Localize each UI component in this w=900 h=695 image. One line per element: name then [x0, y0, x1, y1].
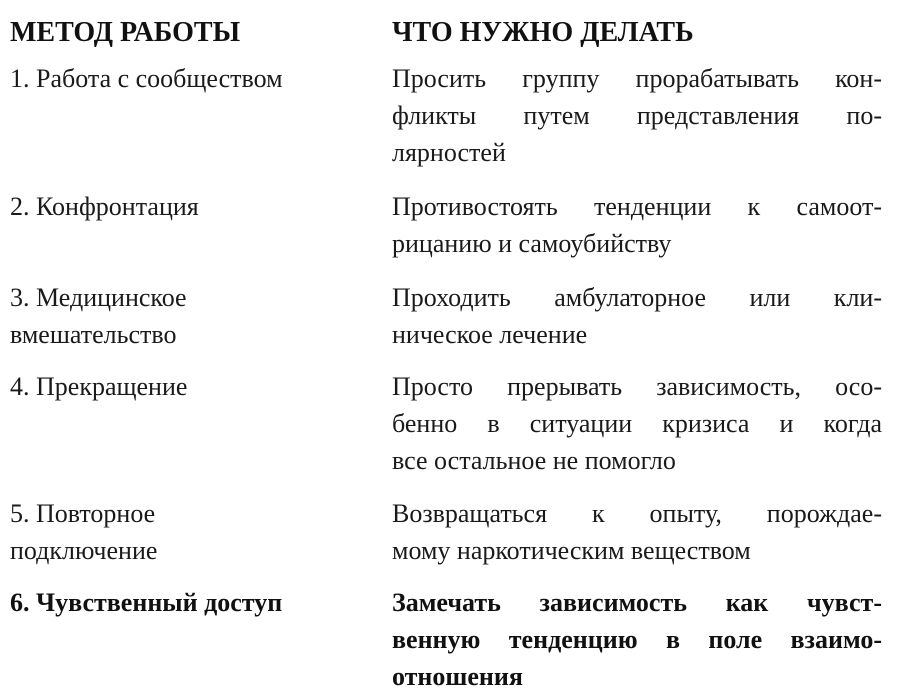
- method-cell: [10, 495, 370, 569]
- action-cell: [392, 279, 882, 353]
- action-text: рицанию и самоубийству: [392, 229, 672, 258]
- method-text: 3. Медицинское: [10, 283, 187, 312]
- method-cell: [10, 60, 370, 97]
- header-method: [10, 14, 370, 51]
- method-text: 5. Повторное: [10, 499, 156, 528]
- action-text: мому наркотическим веществом: [392, 536, 751, 565]
- method-text: 4. Прекращение: [10, 372, 188, 401]
- action-cell: [392, 368, 882, 479]
- method-cell: [10, 584, 370, 621]
- action-text: фликты путем представления по-: [392, 101, 882, 130]
- action-text: отношения: [392, 662, 523, 691]
- action-cell: [392, 60, 882, 171]
- action-cell: [392, 584, 882, 695]
- action-text: Просто прерывать зависимость, осо-: [392, 372, 882, 401]
- method-text: 1. Работа с сообществом: [10, 64, 283, 93]
- method-text: подключение: [10, 536, 158, 565]
- method-text: 6. Чувственный доступ: [10, 588, 283, 617]
- action-text: Просить группу прорабатывать кон-: [392, 64, 882, 93]
- method-cell: [10, 368, 370, 405]
- action-text: лярностей: [392, 138, 506, 167]
- action-text: ническое лечение: [392, 320, 588, 349]
- action-text: все остальное не помогло: [392, 446, 676, 475]
- method-cell: [10, 279, 370, 353]
- action-text: Противостоять тенденции к самоот-: [392, 192, 882, 221]
- action-text: Возвращаться к опыту, порождае-: [392, 499, 882, 528]
- method-text: вмешательство: [10, 320, 177, 349]
- action-cell: [392, 495, 882, 569]
- method-text: 2. Конфронтация: [10, 192, 199, 221]
- action-cell: [392, 188, 882, 262]
- method-cell: [10, 188, 370, 225]
- header-action-label: ЧТО НУЖНО ДЕЛАТЬ: [392, 17, 694, 48]
- action-text: Проходить амбулаторное или кли-: [392, 283, 882, 312]
- action-text: бенно в ситуации кризиса и когда: [392, 409, 882, 438]
- header-action: [392, 14, 882, 51]
- header-method-label: МЕТОД РАБОТЫ: [10, 17, 241, 48]
- action-text: венную тенденцию в поле взаимо-: [392, 625, 882, 654]
- action-text: Замечать зависимость как чувст-: [392, 588, 882, 617]
